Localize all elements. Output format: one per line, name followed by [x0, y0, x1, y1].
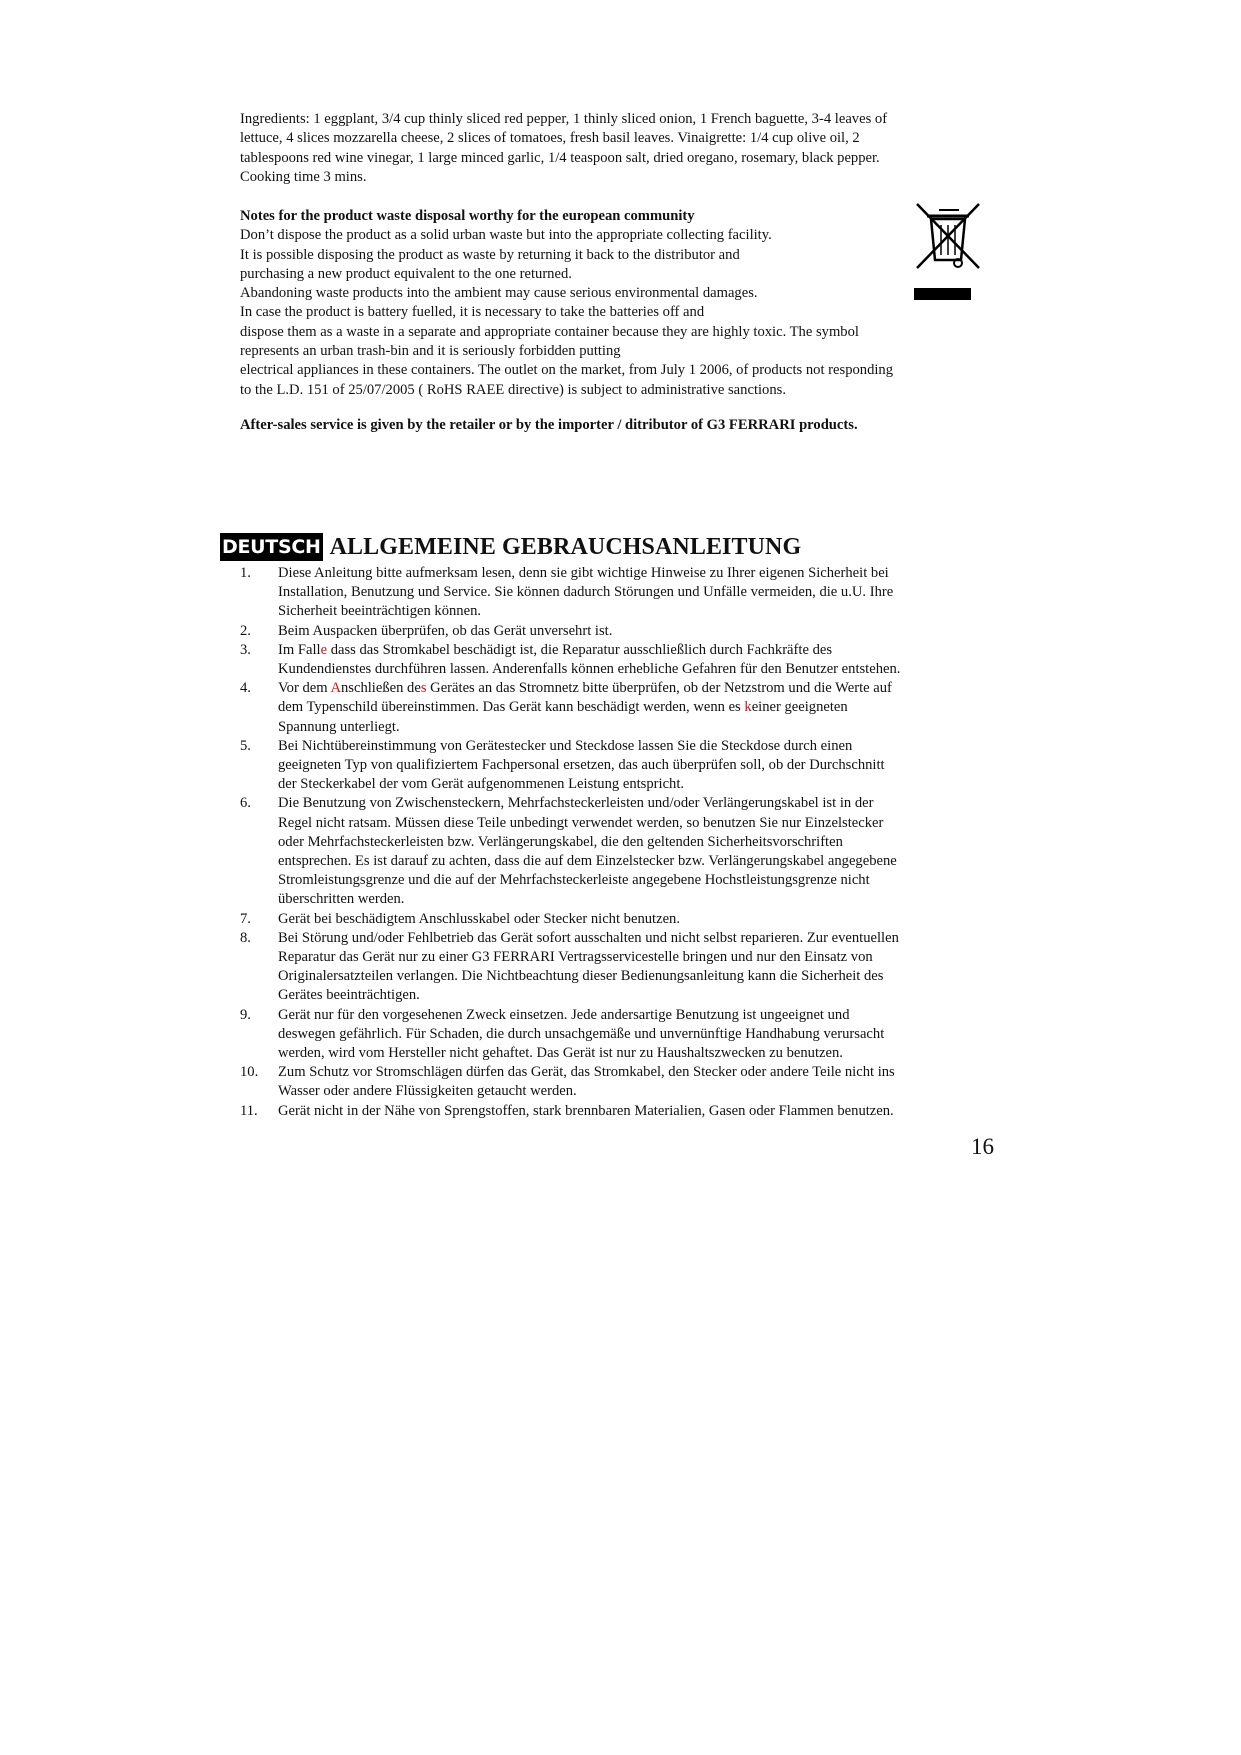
text-line: Don’t dispose the product as a solid urban waste but into the appropriate collecting facility. — [240, 227, 772, 244]
item-text — [278, 641, 992, 679]
list-item — [240, 679, 992, 737]
text-segment: Im Fall — [278, 641, 321, 658]
text-line: Diese Anleitung bitte aufmerksam lesen, denn sie gibt wichtige Hinweise zu Ihrer eigenen Sicherheit bei — [278, 565, 889, 581]
text-line: Gerät nur für den vorgesehenen Zweck einsetzen. Jede andersartige Benutzung ist ungeeignet und — [278, 1006, 850, 1023]
ingredients-paragraph — [240, 110, 992, 187]
section-title: ALLGEMEINE GEBRAUCHSANLEITUNG — [329, 533, 802, 560]
text-line: Wasser oder andere Flüssigkeiten getaucht werden. — [278, 1083, 577, 1100]
text-line: lettuce, 4 slices mozzarella cheese, 2 slices of tomatoes, fresh basil leaves. Vinaigrette: 1/4 cup olive oil, 2 — [240, 130, 860, 147]
item-number: 6. — [240, 795, 251, 812]
text-line: represents an urban trash-bin and it is seriously forbidden putting — [240, 343, 621, 360]
language-tag: DEUTSCH — [220, 533, 323, 561]
list-item — [240, 1006, 992, 1064]
text-line: überschritten werden. — [278, 891, 405, 908]
highlighted-letter: s — [420, 680, 427, 697]
text-line: oder Mehrfachsteckerleisten bzw. Verlängerungskabel, die den geltenden Sicherheitsvorschriften — [278, 833, 843, 850]
item-text — [278, 1102, 992, 1121]
text-line: It is possible disposing the product as waste by returning it back to the distributor and — [240, 246, 740, 263]
crossed-out-wheeled-bin-icon — [911, 200, 985, 300]
item-text — [278, 929, 992, 1006]
text-line: Gerät nicht in der Nähe von Sprengstoffen, stark brennbaren Materialien, Gasen oder Flammen benutzen. — [278, 1102, 894, 1119]
item-number: 11. — [240, 1102, 258, 1119]
text-line: Cooking time 3 mins. — [240, 168, 367, 185]
item-number: 1. — [240, 565, 251, 581]
text-line: geeigneten Typ von qualifiziertem Fachpersonal ersetzen, das auch überprüfen soll, ob der Durchschnitt — [278, 757, 885, 774]
text-line: Installation, Benutzung und Service. Sie können dadurch Störungen und Unfälle vermeiden, die u.U. Ihre — [278, 584, 894, 601]
waste-notes-title: Notes for the product waste disposal worthy for the european community — [240, 208, 695, 224]
list-item — [240, 564, 992, 622]
list-item — [240, 794, 992, 909]
text-line — [278, 698, 992, 717]
item-number: 10. — [240, 1064, 259, 1081]
text-line: electrical appliances in these containers. The outlet on the market, from July 1 2006, of products not responding — [240, 362, 894, 379]
text-segment: Gerätes an das Stromnetz bitte überprüfen, ob der Netzstrom und die Werte auf — [426, 680, 892, 697]
highlighted-letter: e — [320, 641, 328, 658]
text-segment: dem Typenschild übereinstimmen. Das Gerät kann beschädigt werden, wenn es — [278, 699, 745, 716]
highlighted-letter: A — [330, 680, 341, 697]
text-line — [278, 679, 992, 698]
text-line: Gerätes beeinträchtigen. — [278, 987, 420, 1004]
item-number: 4. — [240, 680, 251, 697]
text-segment: Vor dem — [278, 680, 331, 697]
item-text — [278, 679, 992, 737]
text-line: Kundendienstes durchführen lassen. Anderenfalls können erhebliche Gefahren für den Benutzer entstehen. — [278, 661, 901, 678]
item-text — [278, 910, 992, 929]
section-heading — [220, 531, 801, 563]
text-line: Spannung unterliegt. — [278, 718, 400, 735]
item-number: 8. — [240, 929, 251, 946]
text-line: Reparatur das Gerät nur zu einer G3 FERRARI Vertragsservicestelle bringen und nur den Einsatz von — [278, 949, 873, 966]
text-line: Originalersatzteilen verlangen. Die Nichtbeachtung dieser Bedienungsanleitung kann die Sicherheit des — [278, 968, 884, 985]
list-item — [240, 641, 992, 679]
text-line: Regel nicht ratsam. Müssen diese Teile unbedingt verwendet werden, so benutzen Sie nur Einzelstecker — [278, 814, 884, 831]
item-text — [278, 794, 992, 909]
text-line: Zum Schutz vor Stromschlägen dürfen das Gerät, das Stromkabel, den Stecker oder andere Teile nicht ins — [278, 1064, 895, 1081]
text-line: tablespoons red wine vinegar, 1 large minced garlic, 1/4 teaspoon salt, dried oregano, rosemary, black pepper. — [240, 149, 880, 166]
list-item — [240, 622, 992, 641]
text-line: to the L.D. 151 of 25/07/2005 ( RoHS RAEE directive) is subject to administrative sanctions. — [240, 381, 786, 398]
text-line — [278, 641, 992, 660]
after-sales-note: After-sales service is given by the retailer or by the importer / ditributor of G3 FERRARI products. — [240, 417, 858, 433]
text-line: Bei Nichtübereinstimmung von Gerätestecker und Steckdose lassen Sie die Steckdose durch einen — [278, 737, 853, 754]
highlighted-letter: k — [744, 699, 752, 716]
item-number: 5. — [240, 737, 251, 754]
text-segment: nschließen de — [340, 680, 421, 697]
page-number: 16 — [971, 1134, 994, 1159]
text-line: Bei Störung und/oder Fehlbetrieb das Gerät sofort ausschalten und nicht selbst reparieren. Zur eventuellen — [278, 929, 899, 946]
text-segment: dass das Stromkabel beschädigt ist, die Reparatur ausschließlich durch Fachkräfte des — [327, 641, 833, 658]
waste-disposal-notes — [240, 207, 992, 400]
text-line: In case the product is battery fuelled, it is necessary to take the batteries off and — [240, 304, 705, 321]
item-text — [278, 622, 992, 641]
item-number: 2. — [240, 622, 251, 639]
text-line: Beim Auspacken überprüfen, ob das Gerät unversehrt ist. — [278, 622, 613, 639]
list-item — [240, 910, 992, 929]
list-item — [240, 737, 992, 795]
text-line: entsprechen. Es ist darauf zu achten, dass die auf dem Einzelstecker bzw. Verlängerungskabel angegebene — [278, 853, 897, 870]
text-line: Sicherheit beeinträchtigen können. — [278, 603, 482, 620]
list-item — [240, 929, 992, 1006]
text-line: werden, wird vom Hersteller nicht gehaftet. Das Gerät ist nur zu Haushaltszwecken zu benutzen. — [278, 1045, 843, 1062]
text-line: Gerät bei beschädigtem Anschlusskabel oder Stecker nicht benutzen. — [278, 910, 681, 927]
text-line: Stromleistungsgrenze und die auf der Mehrfachsteckerleiste angegebene Hochstleistungsgrenze nicht — [278, 872, 870, 889]
list-item — [240, 1102, 992, 1121]
text-line: Ingredients: 1 eggplant, 3/4 cup thinly sliced red pepper, 1 thinly sliced onion, 1 French baguette, 3-4 leaves of — [240, 111, 888, 127]
safety-instructions-list — [240, 564, 992, 1121]
item-number: 3. — [240, 641, 251, 658]
text-line: purchasing a new product equivalent to the one returned. — [240, 265, 572, 282]
item-text — [278, 737, 992, 795]
item-number: 9. — [240, 1006, 251, 1023]
item-number: 7. — [240, 910, 251, 927]
text-line: Die Benutzung von Zwischensteckern, Mehrfachsteckerleisten und/oder Verlängerungskabel ist in der — [278, 795, 874, 812]
text-line: dispose them as a waste in a separate and appropriate container because they are highly toxic. The symbol — [240, 323, 859, 340]
item-text — [278, 1006, 992, 1064]
text-line: Abandoning waste products into the ambient may cause serious environmental damages. — [240, 285, 758, 302]
text-segment: einer geeigneten — [751, 699, 848, 716]
item-text — [278, 1063, 992, 1101]
text-line: deswegen gefährlich. Für Schaden, die durch unsachgemäße und unvernünftige Handhabung verursacht — [278, 1025, 885, 1042]
item-text — [278, 564, 992, 622]
text-line: der Steckerkabel der vom Gerät aufgenommenen Leistung entspricht. — [278, 776, 685, 793]
list-item — [240, 1063, 992, 1101]
